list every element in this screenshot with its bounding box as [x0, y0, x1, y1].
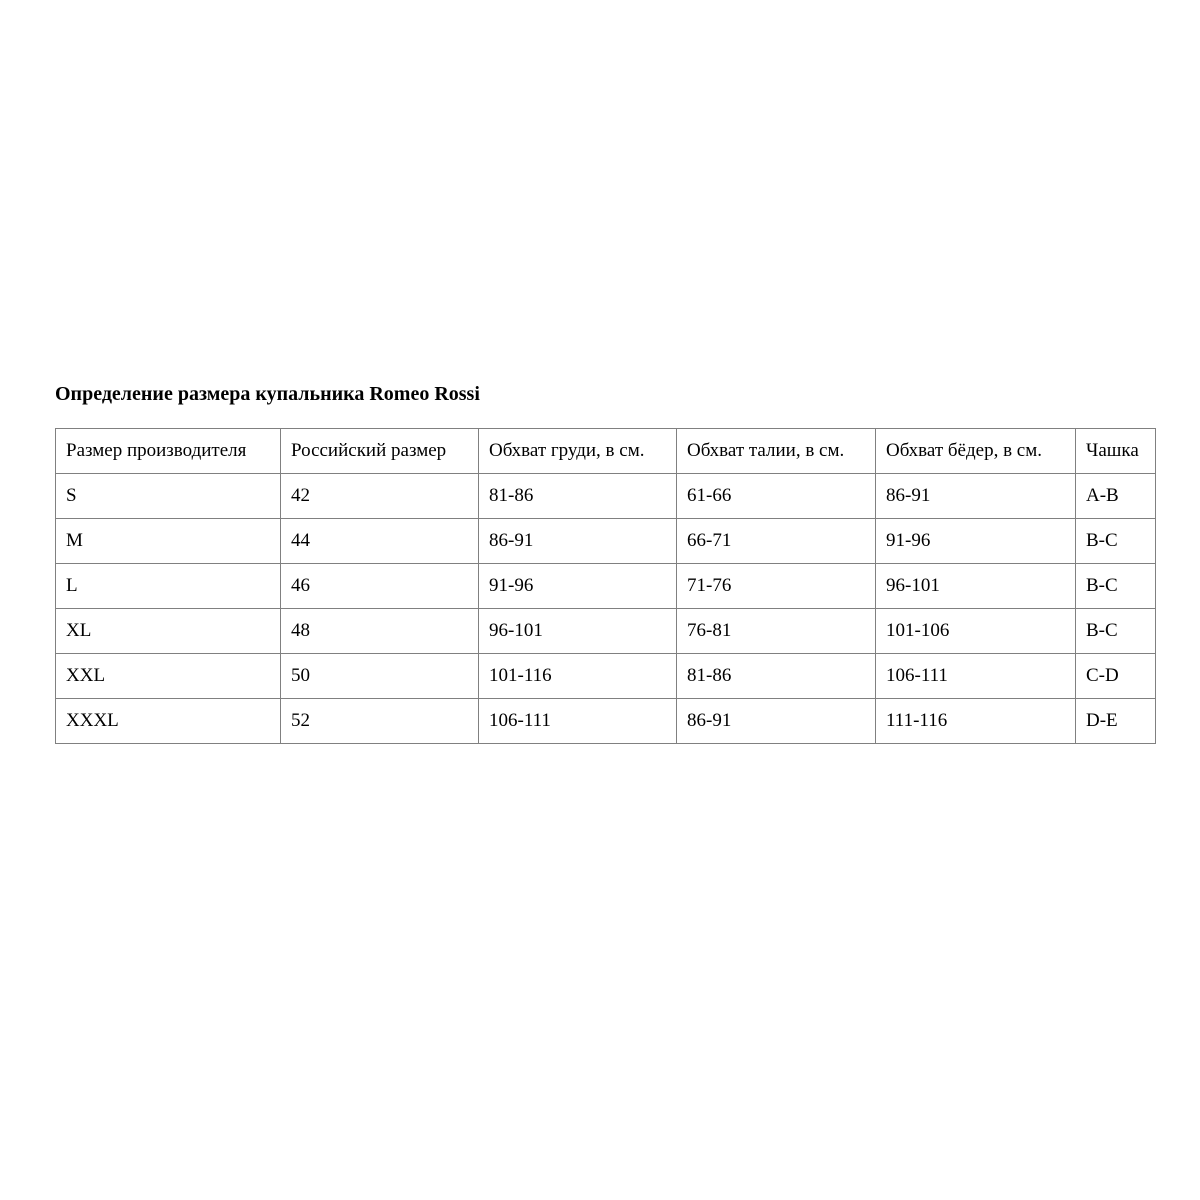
cell-waist: 81-86: [677, 654, 876, 699]
cell-manufacturer-size: L: [56, 564, 281, 609]
table-row: [56, 609, 1156, 654]
column-header-hips: Обхват бёдер, в см.: [876, 429, 1076, 474]
page-title: Определение размера купальника Romeo Rossi: [55, 383, 480, 405]
column-header-manufacturer-size: Размер производителя: [56, 429, 281, 474]
content-area: [55, 383, 1155, 744]
cell-chest: 91-96: [479, 564, 677, 609]
column-header-cup: Чашка: [1076, 429, 1156, 474]
cell-chest: 106-111: [479, 699, 677, 744]
cell-cup: B-C: [1076, 609, 1156, 654]
cell-waist: 86-91: [677, 699, 876, 744]
column-header-chest: Обхват груди, в см.: [479, 429, 677, 474]
cell-hips: 86-91: [876, 474, 1076, 519]
cell-chest: 81-86: [479, 474, 677, 519]
cell-russian-size: 52: [281, 699, 479, 744]
table-header-row: [56, 429, 1156, 474]
cell-waist: 76-81: [677, 609, 876, 654]
column-header-waist: Обхват талии, в см.: [677, 429, 876, 474]
cell-russian-size: 50: [281, 654, 479, 699]
cell-russian-size: 48: [281, 609, 479, 654]
cell-manufacturer-size: XXL: [56, 654, 281, 699]
cell-russian-size: 44: [281, 519, 479, 564]
cell-cup: D-E: [1076, 699, 1156, 744]
table-row: [56, 699, 1156, 744]
table-row: [56, 564, 1156, 609]
cell-waist: 61-66: [677, 474, 876, 519]
cell-cup: A-B: [1076, 474, 1156, 519]
column-header-russian-size: Российский размер: [281, 429, 479, 474]
cell-hips: 91-96: [876, 519, 1076, 564]
cell-chest: 101-116: [479, 654, 677, 699]
table-row: [56, 654, 1156, 699]
cell-hips: 106-111: [876, 654, 1076, 699]
cell-cup: C-D: [1076, 654, 1156, 699]
cell-cup: B-C: [1076, 519, 1156, 564]
cell-waist: 66-71: [677, 519, 876, 564]
cell-hips: 96-101: [876, 564, 1076, 609]
cell-manufacturer-size: S: [56, 474, 281, 519]
cell-manufacturer-size: M: [56, 519, 281, 564]
cell-manufacturer-size: XL: [56, 609, 281, 654]
cell-chest: 86-91: [479, 519, 677, 564]
cell-russian-size: 42: [281, 474, 479, 519]
cell-chest: 96-101: [479, 609, 677, 654]
table-row: [56, 519, 1156, 564]
size-chart-table: [55, 428, 1156, 744]
cell-waist: 71-76: [677, 564, 876, 609]
table-row: [56, 474, 1156, 519]
cell-hips: 101-106: [876, 609, 1076, 654]
cell-manufacturer-size: XXXL: [56, 699, 281, 744]
cell-hips: 111-116: [876, 699, 1076, 744]
cell-russian-size: 46: [281, 564, 479, 609]
cell-cup: B-C: [1076, 564, 1156, 609]
